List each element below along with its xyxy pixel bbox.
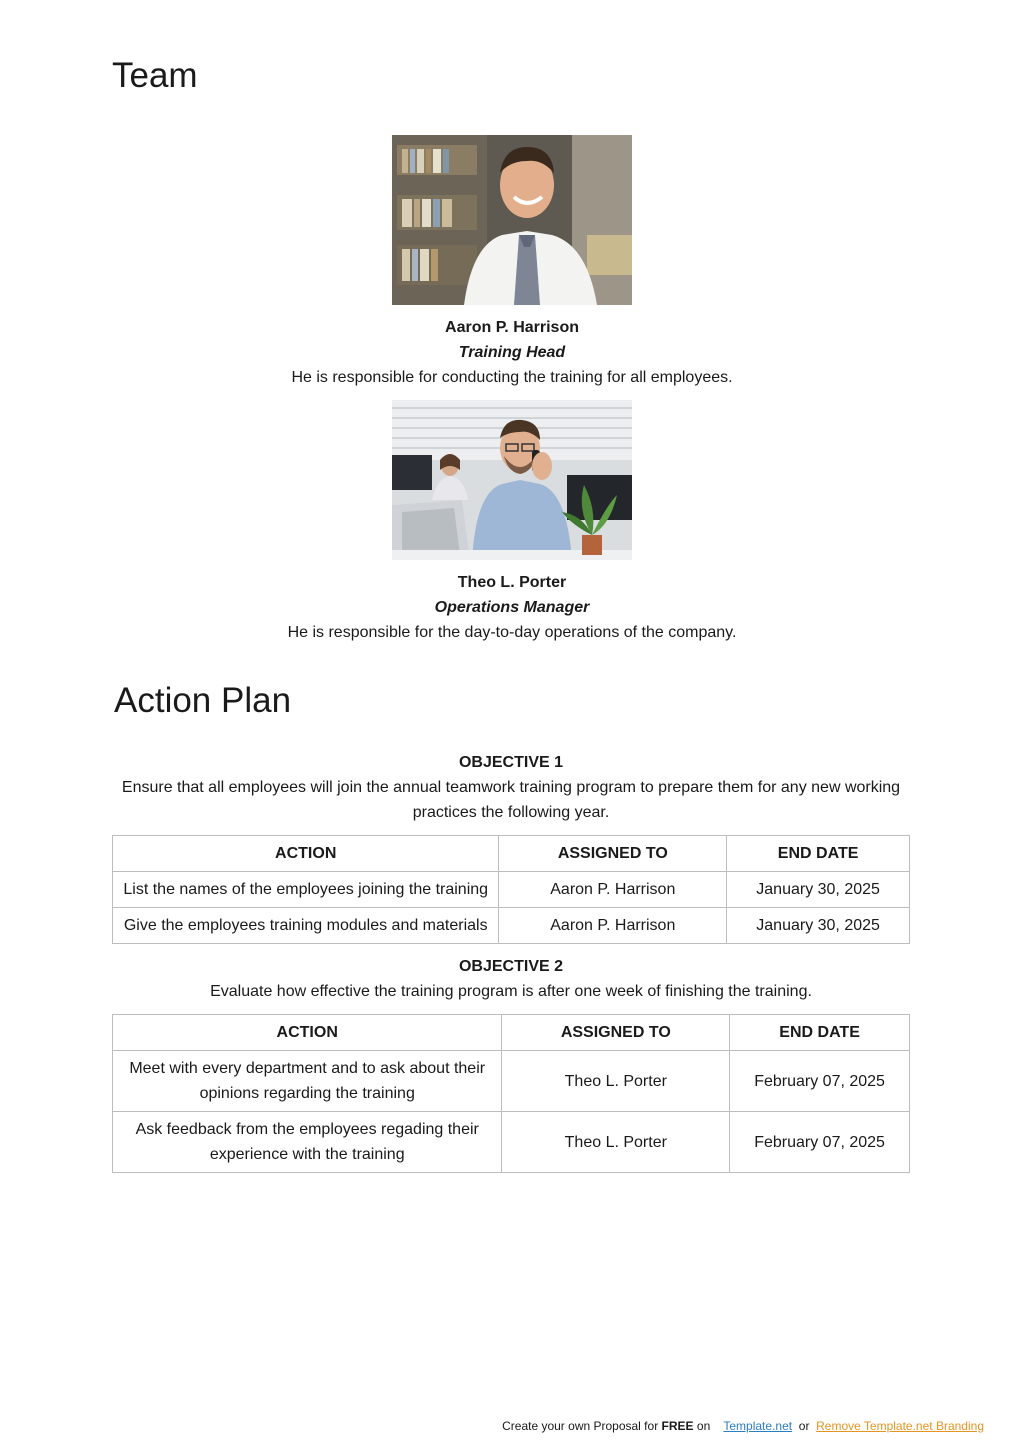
action-cell: Ask feedback from the employees regading their experience with the training <box>113 1112 502 1173</box>
member-name: Theo L. Porter <box>457 574 567 591</box>
table-row <box>113 1112 910 1173</box>
footer-free: FREE <box>661 1419 694 1433</box>
table-header-row <box>113 836 910 872</box>
objective-description: Evaluate how effective the training program is after one week of finishing the training. <box>210 983 812 1000</box>
team-member-card <box>0 135 1024 390</box>
member-role: Training Head <box>458 344 566 361</box>
action-cell: List the names of the employees joining the training <box>113 872 499 908</box>
member-role: Operations Manager <box>434 599 590 616</box>
end-date-cell: February 07, 2025 <box>730 1112 910 1173</box>
end-date-cell: January 30, 2025 <box>727 872 910 908</box>
remove-branding-link[interactable]: Remove Template.net Branding <box>816 1419 984 1433</box>
team-member-card <box>0 400 1024 645</box>
objective-block <box>112 750 910 825</box>
member-name: Aaron P. Harrison <box>445 319 579 336</box>
table-row <box>113 872 910 908</box>
column-header: ASSIGNED TO <box>499 836 727 872</box>
objective-block <box>112 954 910 1004</box>
member-photo-theo <box>392 400 632 560</box>
member-photo-aaron <box>392 135 632 305</box>
column-header: END DATE <box>727 836 910 872</box>
team-heading: Team <box>112 56 198 95</box>
table-row <box>113 908 910 944</box>
member-description: He is responsible for conducting the training for all employees. <box>291 369 733 386</box>
action-cell: Give the employees training modules and materials <box>113 908 499 944</box>
column-header: ASSIGNED TO <box>502 1015 730 1051</box>
member-description: He is responsible for the day-to-day operations of the company. <box>287 624 737 641</box>
table-row <box>113 1051 910 1112</box>
action-table <box>112 1014 910 1173</box>
column-header: END DATE <box>730 1015 910 1051</box>
action-table <box>112 835 910 944</box>
table-header-row <box>113 1015 910 1051</box>
assigned-cell: Aaron P. Harrison <box>499 872 727 908</box>
footer-or: or <box>798 1419 810 1433</box>
assigned-cell: Aaron P. Harrison <box>499 908 727 944</box>
assigned-cell: Theo L. Porter <box>502 1112 730 1173</box>
end-date-cell: January 30, 2025 <box>727 908 910 944</box>
footer-on: on <box>696 1419 711 1433</box>
template-net-link[interactable]: Template.net <box>723 1419 793 1433</box>
end-date-cell: February 07, 2025 <box>730 1051 910 1112</box>
column-header: ACTION <box>113 1015 502 1051</box>
assigned-cell: Theo L. Porter <box>502 1051 730 1112</box>
objective-title: OBJECTIVE 2 <box>458 958 564 975</box>
objective-description: Ensure that all employees will join the annual teamwork training program to prepare them for any new working practices the following year. <box>121 779 901 821</box>
branding-footer <box>502 1419 984 1433</box>
action-cell: Meet with every department and to ask about their opinions regarding the training <box>113 1051 502 1112</box>
objective-title: OBJECTIVE 1 <box>458 754 564 771</box>
action-plan-heading: Action Plan <box>114 681 292 720</box>
footer-prefix: Create your own Proposal for <box>502 1419 659 1433</box>
column-header: ACTION <box>113 836 499 872</box>
